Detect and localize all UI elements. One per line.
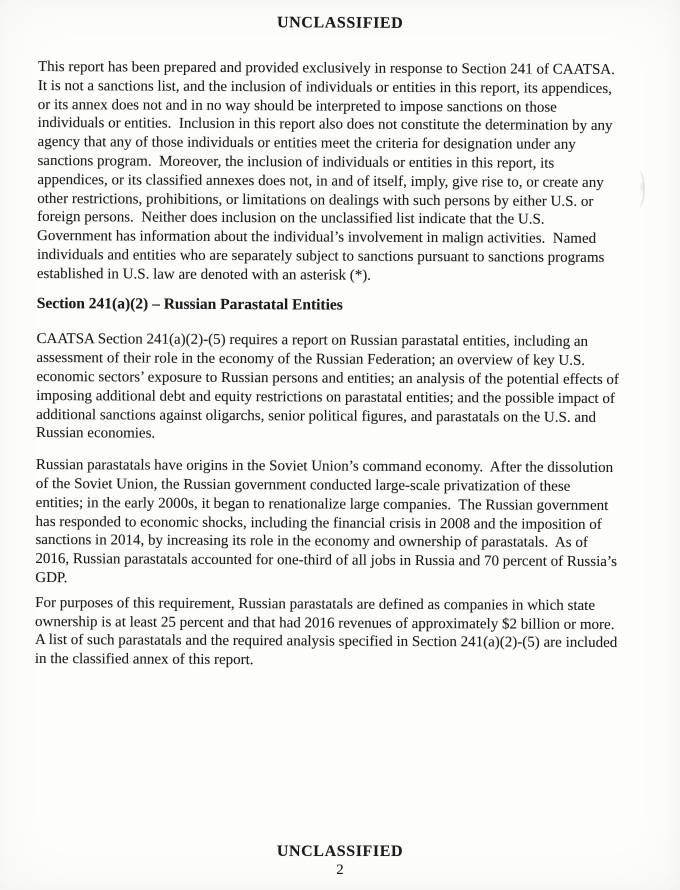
history-paragraph: Russian parastatals have origins in the Soviet Union’s command economy. After the dissolution of the Soviet Union, the Russian government conducted large-scale privatization of these entities; in the early 2000s, it began to renationalize large companies. The Russian government has responded to economic shocks, including the financial crisis in 2008 and the imposition of sanctions in 2014, by increasing its role in the economy and ownership of parastatals. As of 2016, Russian parastatals accounted for one-third of all jobs in Russia and 70 percent of Russia’s GDP. (35, 457, 617, 587)
page-number: 2 (336, 862, 344, 878)
classification-header: UNCLASSIFIED (276, 14, 404, 32)
classification-footer: UNCLASSIFIED (276, 843, 404, 860)
intro-paragraph: This report has been prepared and provided exclusively in response to Section 241 of CAATSA. It is not a sanctions list, and the inclusion of individuals or entities in this report, its appendices, or its annex does not and in no way should be interpreted to impose sanctions on those individuals or entities. Inclusion in this report also does not constitute the determination by any agency that any of those individuals or entities meet the criteria for designation under any sanctions program. Moreover, the inclusion of individuals or entities in this report, its appendices, or its classified annexes does not, in and of itself, imply, give rise to, or create any other restrictions, prohibitions, or limitations on dealings with such persons by either U.S. or foreign persons. Neither does inclusion on the unclassified list indicate that the U.S. Government has information about the individual’s involvement in malign activities. Named individuals and entities who are separately subject to sanctions pursuant to sanctions programs established in U.S. law are denoted with an asterisk (*). (36, 58, 615, 284)
definition-paragraph: For purposes of this requirement, Russian parastatals are defined as companies in which state ownership is at least 25 percent and that had 2016 revenues of approximately $2 billion or more. A list of such parastatals and the required analysis specified in Section 241(a)(2)-(5) are included in the classified annex of this report. (34, 594, 618, 669)
document-body (0, 58, 680, 672)
section-heading: Section 241(a)(2) – Russian Parastatal Entities (36, 294, 343, 314)
page-footer (0, 843, 680, 879)
requirement-paragraph: CAATSA Section 241(a)(2)-(5) requires a report on Russian parastatal entities, including an assessment of their role in the economy of the Russian Federation; an overview of key U.S. economic sectors’ exposure to Russian persons and entities; an analysis of the potential effects of imposing additional debt and equity restrictions on parastatal entities; and the possible impact of additional sanctions against oligarchs, senior political figures, and parastatals on the U.S. and Russian economies. (36, 331, 619, 442)
